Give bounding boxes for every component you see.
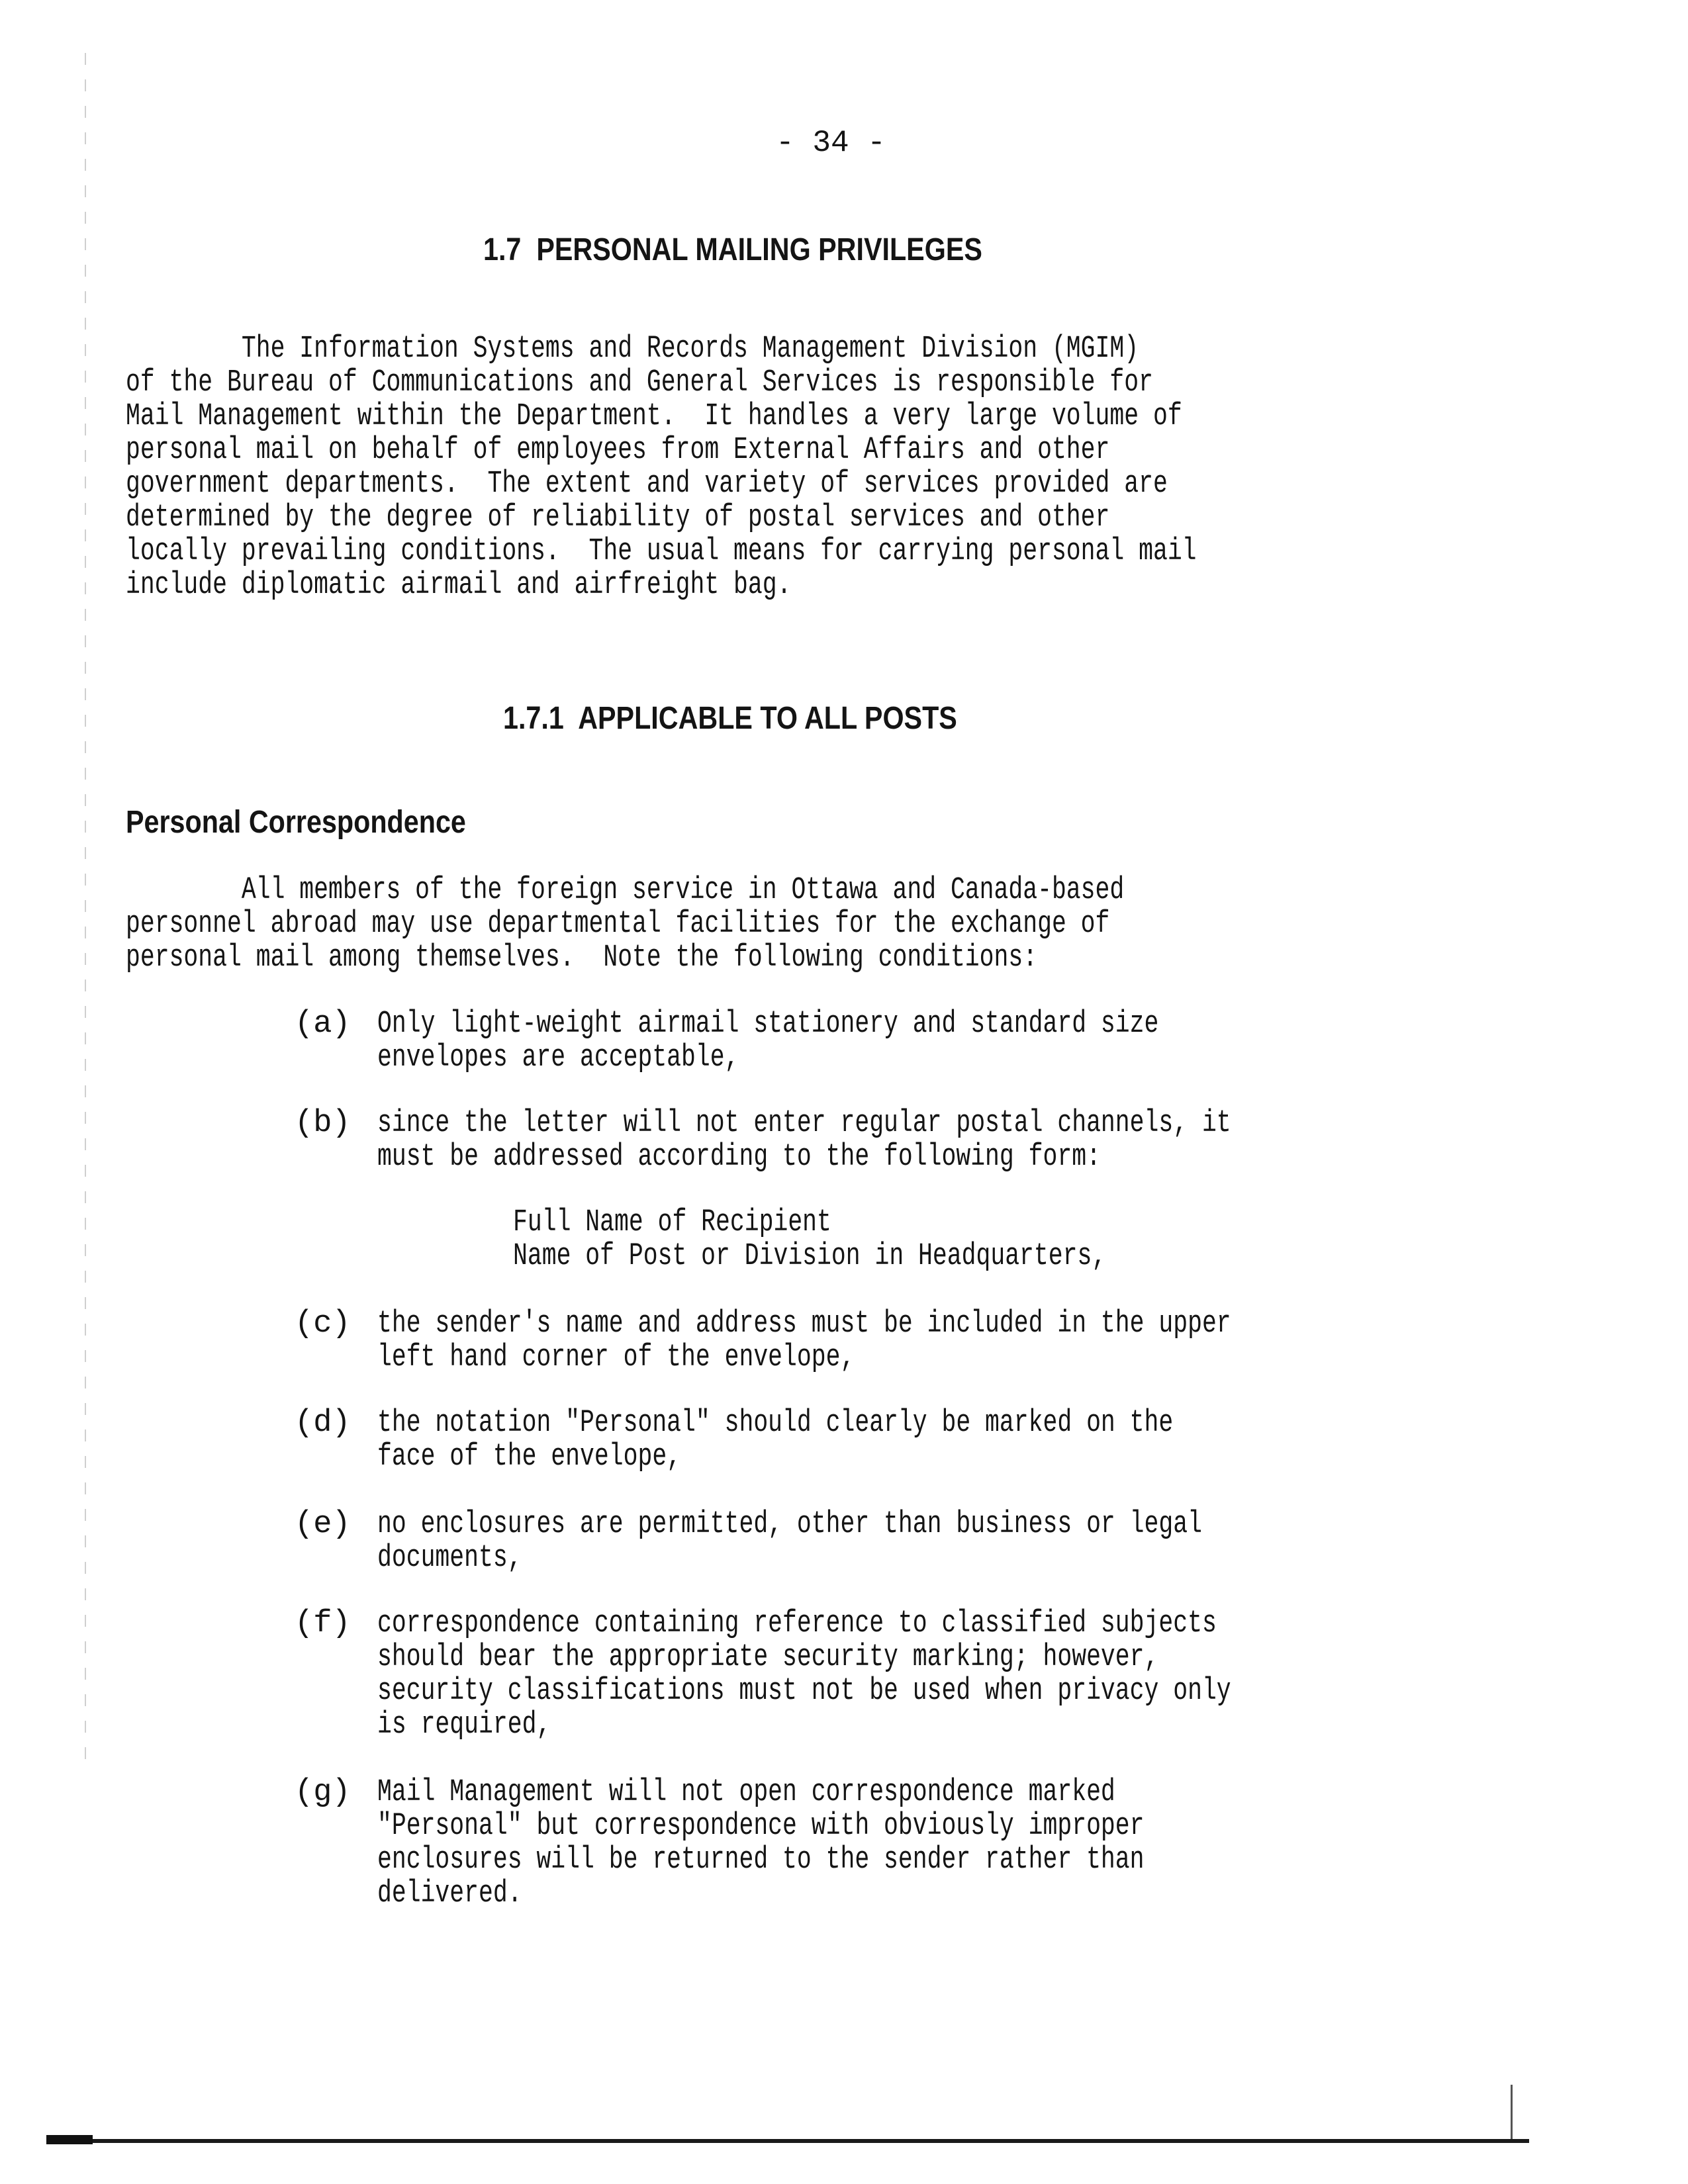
item-line: Only light-weight airmail stationery and standard size (377, 1007, 1159, 1042)
bottom-rule (46, 2139, 1529, 2143)
item-label: (b) (295, 1106, 351, 1141)
paragraph-line: Mail Management within the Department. It handles a very large volume of (126, 399, 1182, 434)
item-line: the sender's name and address must be included in the upper (377, 1306, 1231, 1342)
paragraph-line: personal mail on behalf of employees from External Affairs and other (126, 433, 1110, 468)
paragraph-line: The Information Systems and Records Management Division (MGIM) (126, 332, 1139, 367)
left-margin-scan-mark (85, 53, 86, 1774)
paragraph-line: government departments. The extent and variety of services provided are (126, 467, 1168, 502)
right-edge-scan-mark (1511, 2085, 1513, 2141)
item-line: enclosures will be returned to the sender rather than (377, 1843, 1145, 1878)
section-title: 1.7 PERSONAL MAILING PRIVILEGES (483, 232, 982, 267)
item-label: (d) (295, 1406, 351, 1441)
item-line: security classifications must not be used when privacy only (377, 1674, 1231, 1709)
address-line: Name of Post or Division in Headquarters, (513, 1239, 1107, 1274)
paragraph-line: of the Bureau of Communications and General Services is responsible for (126, 365, 1153, 400)
item-line: Mail Management will not open correspondence marked (377, 1775, 1115, 1810)
item-line: delivered. (377, 1876, 522, 1911)
subsection-title: 1.7.1 APPLICABLE TO ALL POSTS (503, 701, 957, 736)
item-label: (g) (295, 1775, 351, 1810)
item-label: (a) (295, 1007, 351, 1042)
item-line: documents, (377, 1541, 522, 1576)
item-label: (e) (295, 1507, 351, 1542)
item-label: (c) (295, 1306, 351, 1342)
item-line: envelopes are acceptable, (377, 1040, 739, 1075)
bottom-rule-end (46, 2135, 93, 2144)
paragraph-line: locally prevailing conditions. The usual means for carrying personal mail (126, 534, 1197, 569)
address-line: Full Name of Recipient (513, 1205, 831, 1240)
page-number: - 34 - (776, 126, 886, 160)
item-line: since the letter will not enter regular postal channels, it (377, 1106, 1231, 1141)
paragraph-line: include diplomatic airmail and airfreight bag. (126, 568, 792, 603)
item-line: the notation "Personal" should clearly be marked on the (377, 1406, 1174, 1441)
item-line: "Personal" but correspondence with obviously improper (377, 1809, 1145, 1844)
item-line: correspondence containing reference to classified subjects (377, 1606, 1217, 1641)
item-line: no enclosures are permitted, other than business or legal (377, 1507, 1202, 1542)
item-line: must be addressed according to the following form: (377, 1140, 1101, 1175)
item-line: left hand corner of the envelope, (377, 1340, 855, 1375)
intro-line: All members of the foreign service in Ottawa and Canada-based (126, 873, 1125, 908)
item-line: face of the envelope, (377, 1439, 682, 1475)
item-line: should bear the appropriate security marking; however, (377, 1640, 1159, 1675)
intro-line: personal mail among themselves. Note the following conditions: (126, 940, 1038, 976)
intro-line: personnel abroad may use departmental facilities for the exchange of (126, 907, 1110, 942)
paragraph-line: determined by the degree of reliability of postal services and other (126, 500, 1110, 535)
item-line: is required, (377, 1707, 551, 1743)
item-label: (f) (295, 1606, 351, 1641)
personal-correspondence-heading: Personal Correspondence (126, 805, 466, 840)
